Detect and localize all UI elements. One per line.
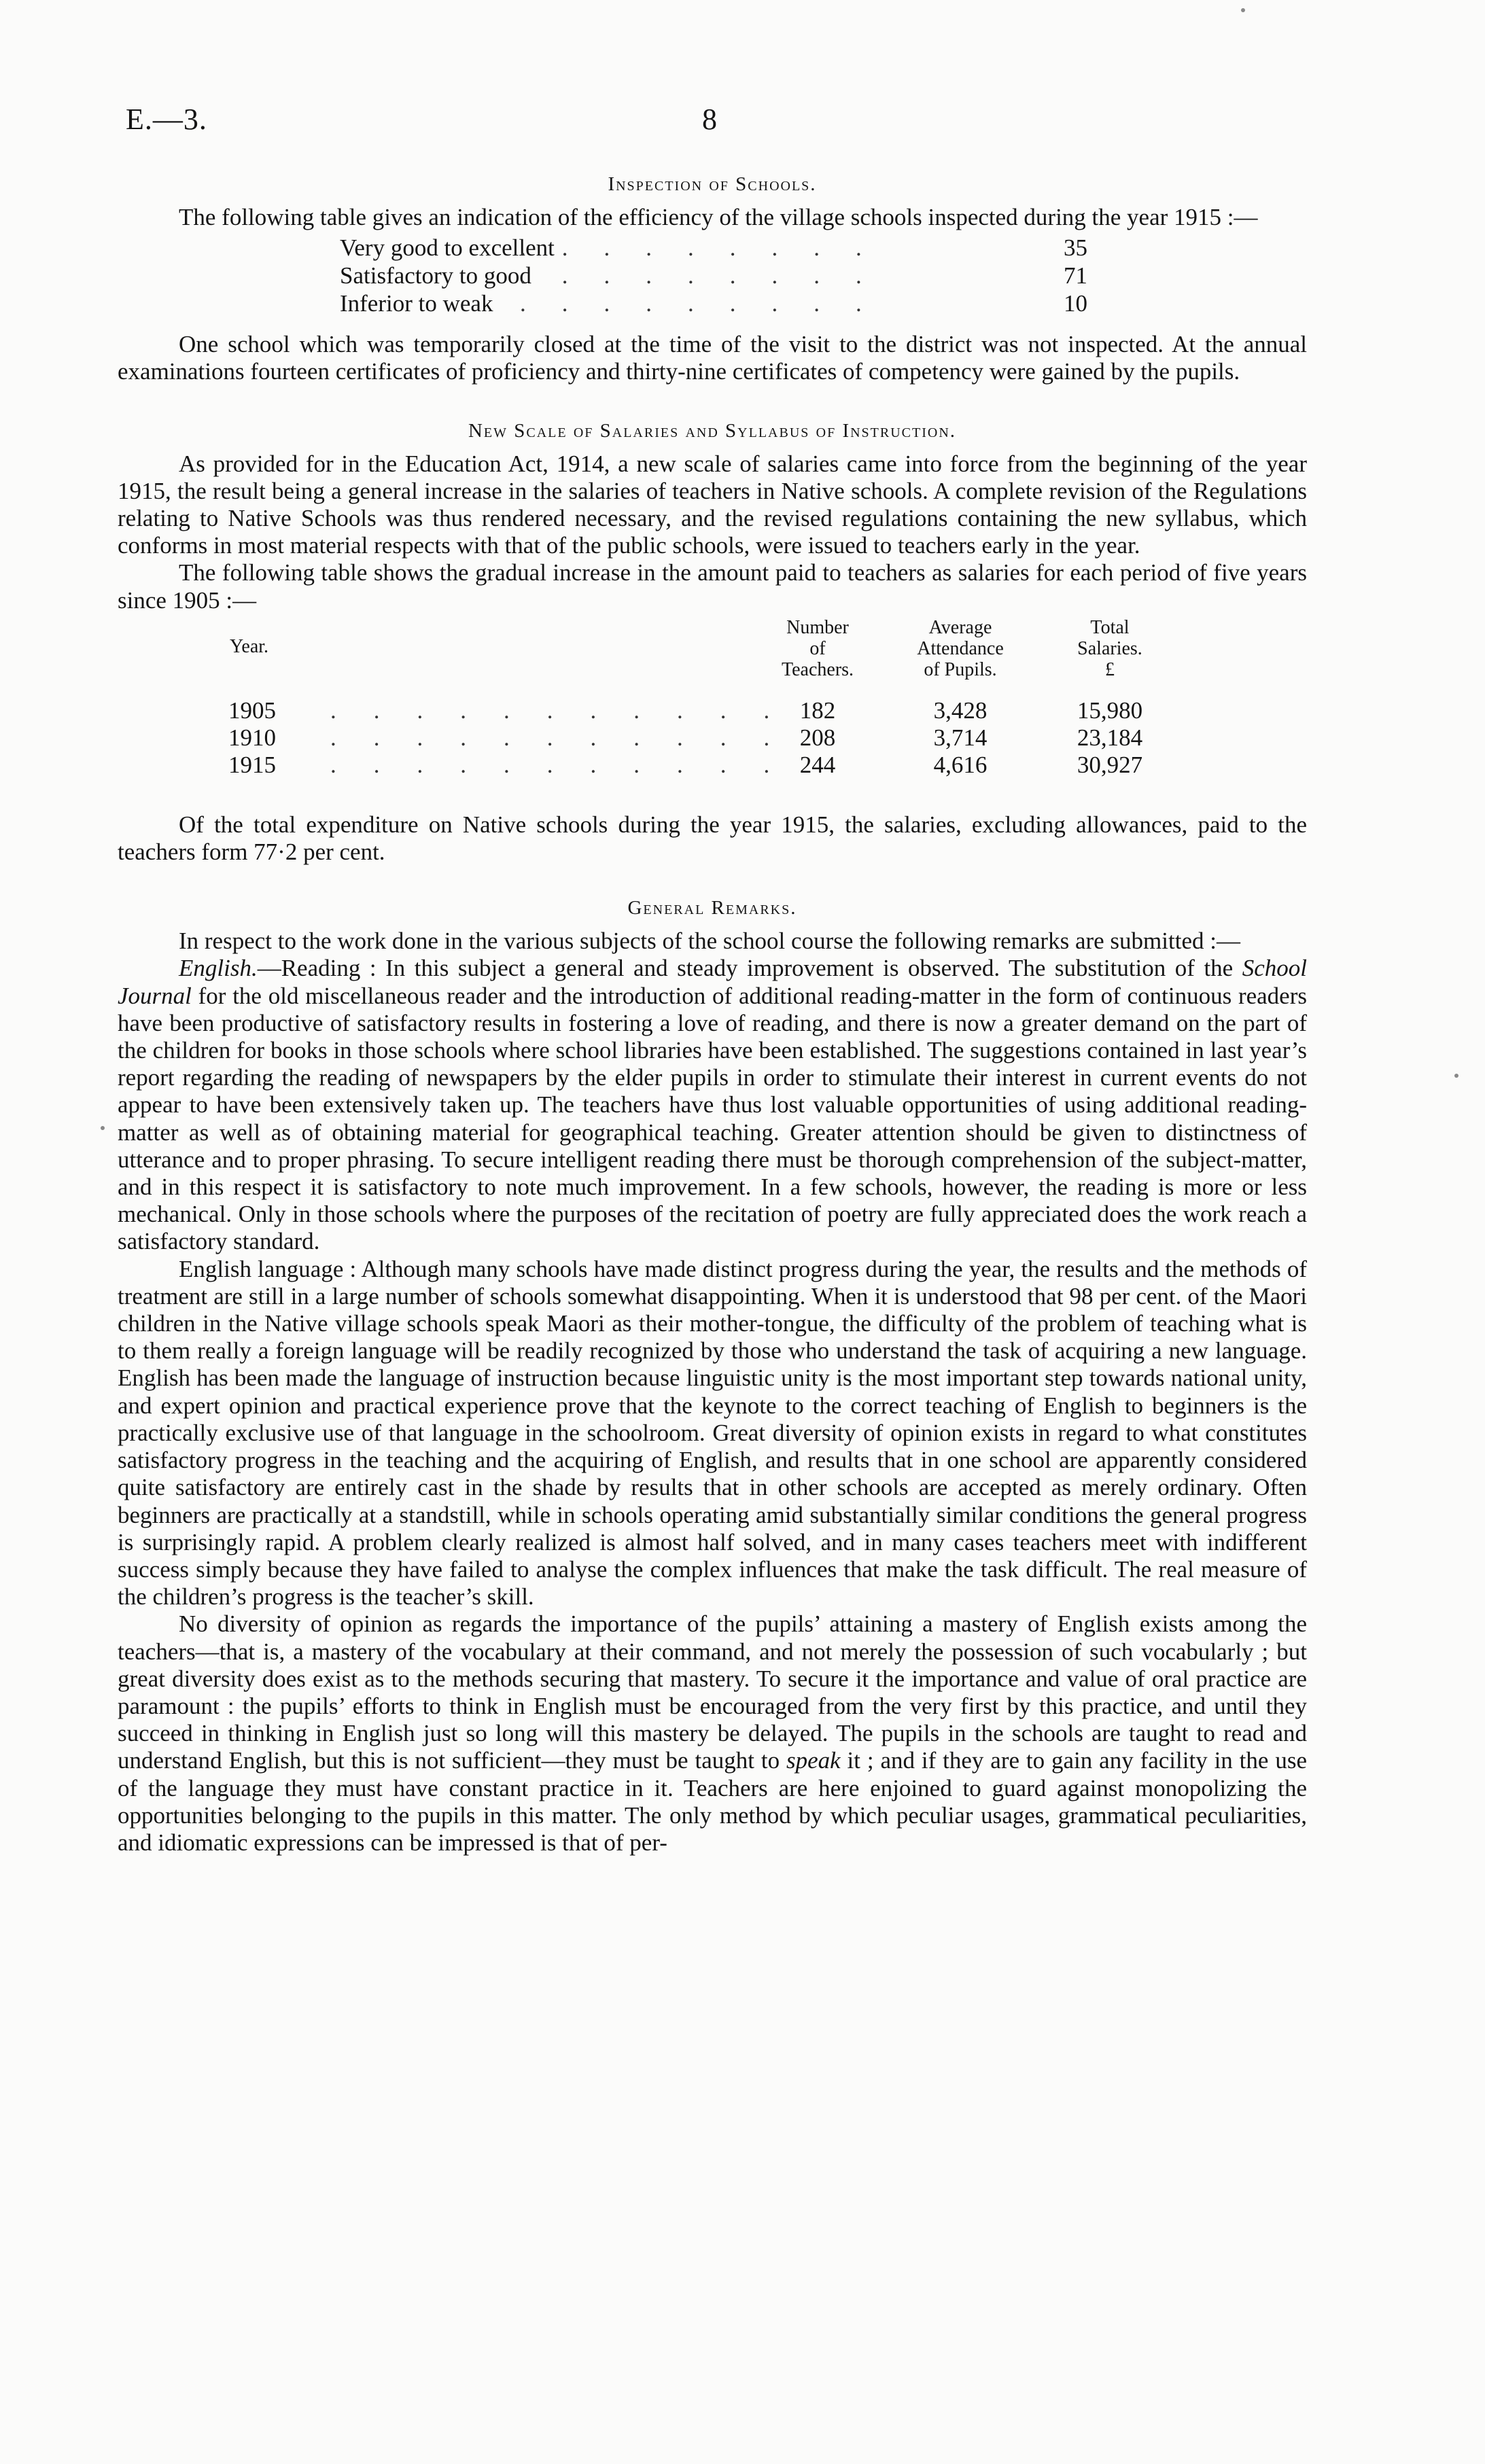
page-body xyxy=(118,173,1307,1856)
table-row xyxy=(228,697,1214,724)
english-language-paragraph: English language : Although many schools have made distinct progress during the year, the results and the methods of treatment are still in a large number of schools somewhat disappointing. When it is understood that 98 per cent. of the Maori children in the Native village schools speak Maori as their mother-tongue, the difficulty of the problem of teaching what is to them really a foreign language will be readily recognized by those who understand the task of acquiring a new language. English has been made the language of instruction because linguistic unity is the most important step towards national unity, and expert opinion and practical experience prove that the keynote to the correct teaching of English to beginners is the practically exclusive use of that language in the schoolroom. Great diversity of opinion exists in regard to what constitutes satisfactory progress in the teaching and the acquiring of English, and results that in one school are apparently considered quite satisfactory are entirely cast in the shade by results that in other schools are accepted as merely ordinary. Often beginners are practically at a standstill, while in schools operating amid substantially similar conditions the general progress is surprisingly rapid. A problem clearly realized is almost half solved, and in many cases teachers meet with indifferent success simply because they have failed to analyse the complex influences that make the task difficult. The real measure of the children’s progress is the teacher’s skill. xyxy=(118,1255,1307,1611)
column-header-teachers xyxy=(760,617,875,680)
cell-teachers: 182 xyxy=(799,697,836,724)
header-line: Average xyxy=(928,616,992,638)
mastery-paragraph xyxy=(118,1611,1307,1856)
cell-salaries: 30,927 xyxy=(1077,751,1143,778)
section-heading-remarks: General Remarks. xyxy=(627,897,797,919)
rating-row xyxy=(340,234,1307,262)
rating-label: Very good to excellent xyxy=(340,234,555,262)
salaries-percentage-paragraph: Of the total expenditure on Native schools during the year 1915, the salaries, excluding allowances, paid to the teachers form 77·2 per cent. xyxy=(118,811,1307,866)
remarks-intro: In respect to the work done in the various subjects of the school course the following remarks are submitted :— xyxy=(179,928,1240,955)
salaries-table xyxy=(118,617,1307,802)
leader-dots: ......... xyxy=(520,290,898,317)
speak-emphasis: speak xyxy=(786,1747,841,1774)
salaries-paragraph: As provided for in the Education Act, 1914, a new scale of salaries came into force from the beginning of the year 1915, the result being a general increase in the salaries of teachers in Native schools. A complete revision of the Regulations relating to Native Schools was thus rendered necessary, and the revised regulations containing the new syllabus, which conforms in most material respects with that of the public schools, were issued to teachers early in the year. xyxy=(118,450,1307,559)
cell-salaries: 23,184 xyxy=(1077,724,1143,751)
rating-row xyxy=(340,262,1307,289)
header-line: Total xyxy=(1090,616,1130,638)
header-line: of Pupils. xyxy=(924,658,997,680)
rating-value: 10 xyxy=(1064,290,1087,317)
header-line: Number xyxy=(786,616,849,638)
rating-value: 71 xyxy=(1064,262,1087,289)
inspection-note: One school which was temporarily closed at the time of the visit to the district was not inspected. At the annual examinations fourteen certificates of proficiency and thirty-nine certificates of competency were gained by the pupils. xyxy=(118,331,1307,385)
column-header-year: Year. xyxy=(230,635,269,657)
salaries-table-intro: The following table shows the gradual increase in the amount paid to teachers as salaries for each period of five years since 1905 :— xyxy=(118,559,1307,614)
cell-teachers: 244 xyxy=(799,751,836,778)
rating-label: Satisfactory to good xyxy=(340,262,531,289)
mastery-text-part-1: No diversity of opinion as regards the importance of the pupils’ attaining a mastery of English exists among the teachers—that is, a mastery of the vocabulary at their command, and not merely the possession of such vocabularly ; but great diversity does exist as to the methods securing that mastery. To secure it the importance and value of oral practice are paramount : the pupils’ efforts to think in English must be encouraged from the very first by this practice, and until they succeed in thinking in English just so long will this mastery be delayed. The pupils in the schools are taught to read and understand English, but this is not sufficient—they must be taught to xyxy=(118,1611,1307,1774)
rating-value: 35 xyxy=(1064,234,1087,262)
header-line: Attendance xyxy=(917,637,1004,659)
cell-attendance: 3,714 xyxy=(933,724,988,751)
header-line: £ xyxy=(1105,658,1115,680)
leader-dots: ........... xyxy=(330,697,807,724)
cell-attendance: 4,616 xyxy=(933,751,988,778)
school-journal-title: School Journal xyxy=(118,955,1307,1009)
leader-dots: ......... xyxy=(520,234,898,262)
reading-paragraph xyxy=(118,955,1307,1255)
inspection-intro: The following table gives an indication of the efficiency of the village schools inspected during the year 1915 :— xyxy=(179,204,1258,230)
header-line: Salaries. xyxy=(1077,637,1142,659)
header-line: of xyxy=(809,637,826,659)
cell-salaries: 15,980 xyxy=(1077,697,1143,724)
mastery-text-part-2: it ; and if they are to gain any facility in the use of the language they must have constant practice in it. Teachers are here enjoined to guard against monopolizing the opportunities belonging to the pupils in this matter. The only method by which peculiar usages, grammatical peculiarities, and idiomatic expressions can be impressed is that of per- xyxy=(118,1747,1307,1856)
table-row xyxy=(228,724,1214,752)
english-subject-label: English. xyxy=(179,955,258,982)
reading-text-part-1: —Reading : In this subject a general and steady improvement is observed. The substitution of the xyxy=(257,955,1242,982)
page-number: 8 xyxy=(702,103,717,136)
cell-year: 1915 xyxy=(228,751,276,778)
scan-speck xyxy=(101,1126,105,1130)
reading-text-part-2: for the old miscellaneous reader and the introduction of additional reading-matter in the form of continuous readers have been productive of satisfactory results in fostering a love of reading, and there is now a greater demand on the part of the children for books in those schools where school libraries have been established. The suggestions contained in last year’s report regarding the reading of newspapers by the elder pupils in order to stimulate their interest in current events do not appear to have been extensively taken up. The teachers have thus lost valuable opportunities of using additional reading-matter as well as of obtaining material for geographical teaching. Greater attention should be given to distinctness of utterance and to proper phrasing. To secure intelligent reading there must be thorough comprehension of the subject-matter, and in this respect it is satisfactory to note much improvement. In a few schools, however, the reading is more or less mechanical. Only in those schools where the purposes of the recitation of poetry are fully appreciated does the work reach a satisfactory standard. xyxy=(118,982,1307,1255)
rating-label: Inferior to weak xyxy=(340,290,493,317)
cell-year: 1910 xyxy=(228,724,276,751)
cell-teachers: 208 xyxy=(799,724,836,751)
leader-dots: ........... xyxy=(330,724,807,751)
section-heading-inspection: Inspection of Schools. xyxy=(608,173,817,195)
document-reference: E.—3. xyxy=(126,103,207,136)
column-header-salaries xyxy=(1042,617,1178,680)
table-row xyxy=(228,752,1214,779)
leader-dots: ......... xyxy=(520,262,898,289)
header-line: Teachers. xyxy=(781,658,854,680)
leader-dots: ........... xyxy=(330,751,807,778)
cell-year: 1905 xyxy=(228,697,276,724)
rating-row xyxy=(340,289,1307,317)
ratings-list xyxy=(340,234,1307,317)
scan-speck xyxy=(1454,1074,1458,1078)
section-heading-salaries: New Scale of Salaries and Syllabus of Instruction. xyxy=(468,419,957,442)
column-header-attendance xyxy=(892,617,1028,680)
scan-speck xyxy=(1241,8,1245,12)
cell-attendance: 3,428 xyxy=(933,697,988,724)
